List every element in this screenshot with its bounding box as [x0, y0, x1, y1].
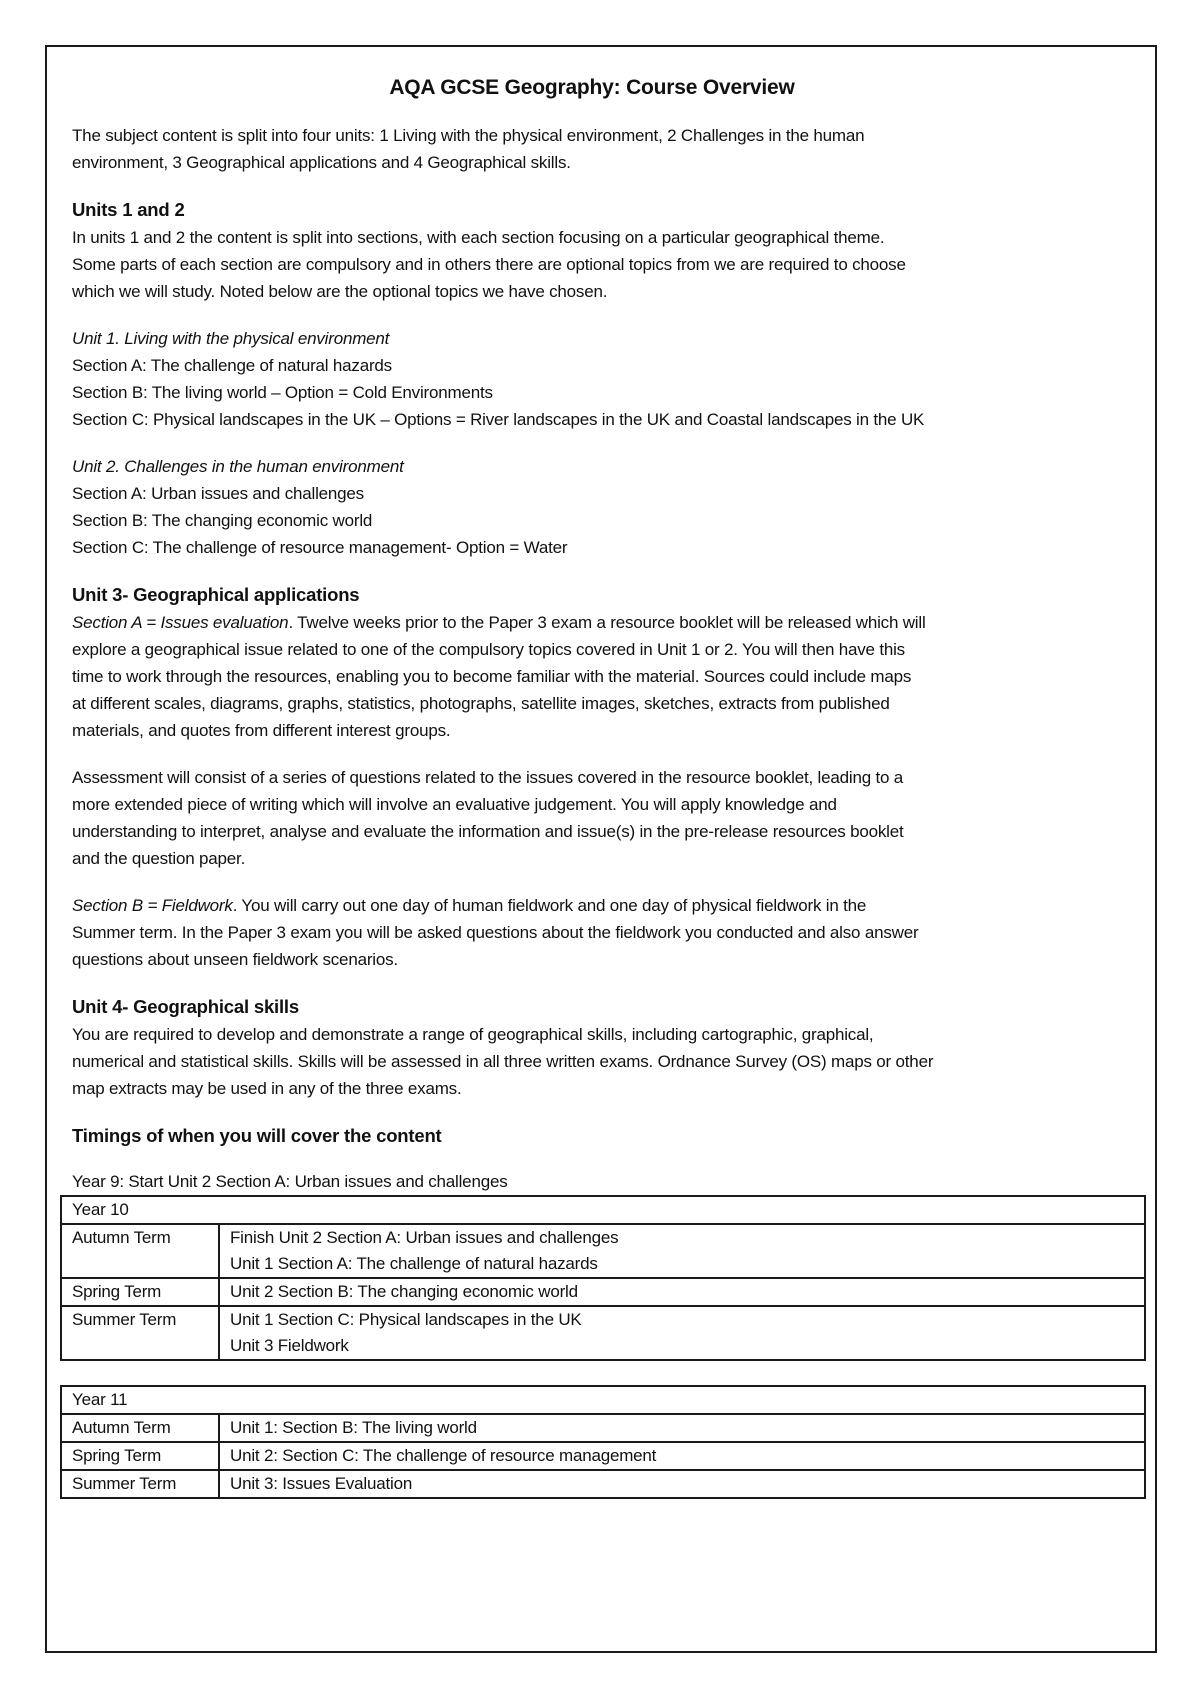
section-a-text: . Twelve weeks prior to the Paper 3 exam a resource booklet will be released which will	[288, 613, 926, 632]
table-row	[61, 1224, 1145, 1278]
paragraph-line: In units 1 and 2 the content is split into sections, with each section focusing on a particular geographical theme.	[72, 228, 885, 247]
content-cell: Unit 2: Section C: The challenge of resource management	[219, 1442, 1145, 1470]
paragraph-line: time to work through the resources, enabling you to become familiar with the material. Sources could include maps	[72, 667, 912, 686]
term-cell: Spring Term	[61, 1278, 219, 1306]
table-row	[61, 1278, 1145, 1306]
paragraph-line: more extended piece of writing which will involve an evaluative judgement. You will apply knowledge and	[72, 795, 837, 814]
paragraph-line: questions about unseen fieldwork scenarios.	[72, 950, 398, 969]
unit-2-title: Unit 2. Challenges in the human environment	[72, 457, 404, 476]
paragraph-line: and the question paper.	[72, 849, 246, 868]
unit-4-heading: Unit 4- Geographical skills	[72, 996, 299, 1017]
paragraph-line: You are required to develop and demonstrate a range of geographical skills, including cartographic, graphical,	[72, 1025, 874, 1044]
unit-4-paragraph	[72, 1021, 1132, 1102]
section-a-label: Section A = Issues evaluation	[72, 613, 289, 632]
intro-paragraph	[72, 122, 1132, 176]
year-11-table	[60, 1385, 1146, 1499]
document-title: AQA GCSE Geography: Course Overview	[389, 76, 795, 99]
unit-3-heading: Unit 3- Geographical applications	[72, 584, 360, 605]
term-cell: Autumn Term	[61, 1414, 219, 1442]
unit-3-assessment-paragraph	[72, 764, 1132, 872]
intro-line: environment, 3 Geographical applications and 4 Geographical skills.	[72, 153, 571, 172]
term-cell: Spring Term	[61, 1442, 219, 1470]
units-1-2-heading: Units 1 and 2	[72, 199, 185, 220]
document-body	[72, 70, 1132, 1499]
timings-heading: Timings of when you will cover the content	[72, 1125, 442, 1146]
unit-1-section-a: Section A: The challenge of natural hazards	[72, 356, 392, 375]
term-cell: Autumn Term	[61, 1224, 219, 1278]
paragraph-line: materials, and quotes from different interest groups.	[72, 721, 451, 740]
table-header-row	[61, 1386, 1145, 1414]
table-row	[61, 1414, 1145, 1442]
paragraph-line: Summer term. In the Paper 3 exam you will be asked questions about the fieldwork you conducted and also answer	[72, 923, 919, 942]
unit-2-section-c: Section C: The challenge of resource management- Option = Water	[72, 538, 568, 557]
paragraph-line: map extracts may be used in any of the three exams.	[72, 1079, 462, 1098]
table-row	[61, 1306, 1145, 1360]
unit-1-block	[72, 325, 1132, 433]
term-cell: Summer Term	[61, 1470, 219, 1498]
content-line: Finish Unit 2 Section A: Urban issues and challenges	[230, 1228, 619, 1247]
section-b-text: . You will carry out one day of human fieldwork and one day of physical fieldwork in the	[232, 896, 867, 915]
unit-2-section-b: Section B: The changing economic world	[72, 511, 373, 530]
year-10-label: Year 10	[61, 1196, 1145, 1224]
content-cell: Unit 3: Issues Evaluation	[219, 1470, 1145, 1498]
unit-2-section-a: Section A: Urban issues and challenges	[72, 484, 364, 503]
content-line: Unit 1 Section A: The challenge of natural hazards	[230, 1254, 598, 1273]
unit-1-section-b: Section B: The living world – Option = Cold Environments	[72, 383, 493, 402]
paragraph-line: understanding to interpret, analyse and evaluate the information and issue(s) in the pre-release resources booklet	[72, 822, 904, 841]
paragraph-line: Some parts of each section are compulsory and in others there are optional topics from we are required to choose	[72, 255, 906, 274]
unit-3-section-b-paragraph	[72, 892, 1132, 973]
paragraph-line: Assessment will consist of a series of questions related to the issues covered in the resource booklet, leading to a	[72, 768, 904, 787]
paragraph-line	[72, 609, 1132, 636]
paragraph-line: at different scales, diagrams, graphs, statistics, photographs, satellite images, sketches, extracts from published	[72, 694, 890, 713]
section-b-label: Section B = Fieldwork	[72, 896, 233, 915]
content-cell: Unit 1: Section B: The living world	[219, 1414, 1145, 1442]
unit-1-section-c: Section C: Physical landscapes in the UK – Options = River landscapes in the UK and Coastal landscapes in the UK	[72, 410, 925, 429]
table-header-row	[61, 1196, 1145, 1224]
content-line: Unit 3 Fieldwork	[230, 1336, 349, 1355]
content-cell	[219, 1224, 1145, 1278]
paragraph-line: explore a geographical issue related to one of the compulsory topics covered in Unit 1 or 2. You will then have this	[72, 640, 905, 659]
content-cell	[219, 1306, 1145, 1360]
content-line: Unit 2 Section B: The changing economic world	[230, 1282, 578, 1301]
paragraph-line	[72, 892, 1132, 919]
table-row	[61, 1470, 1145, 1498]
paragraph-line: numerical and statistical skills. Skills will be assessed in all three written exams. Ordnance Survey (OS) maps or other	[72, 1052, 934, 1071]
year-10-table	[60, 1195, 1146, 1361]
year-9-note: Year 9: Start Unit 2 Section A: Urban issues and challenges	[72, 1172, 508, 1191]
table-row	[61, 1442, 1145, 1470]
content-line: Unit 1 Section C: Physical landscapes in the UK	[230, 1310, 582, 1329]
unit-1-title: Unit 1. Living with the physical environment	[72, 329, 390, 348]
paragraph-line: which we will study. Noted below are the optional topics we have chosen.	[72, 282, 608, 301]
term-cell: Summer Term	[61, 1306, 219, 1360]
content-cell	[219, 1278, 1145, 1306]
unit-2-block	[72, 453, 1132, 561]
year-11-label: Year 11	[61, 1386, 1145, 1414]
intro-line: The subject content is split into four units: 1 Living with the physical environment, 2 Challenges in the human	[72, 126, 865, 145]
unit-3-section-a-paragraph	[72, 609, 1132, 744]
units-1-2-paragraph	[72, 224, 1132, 305]
